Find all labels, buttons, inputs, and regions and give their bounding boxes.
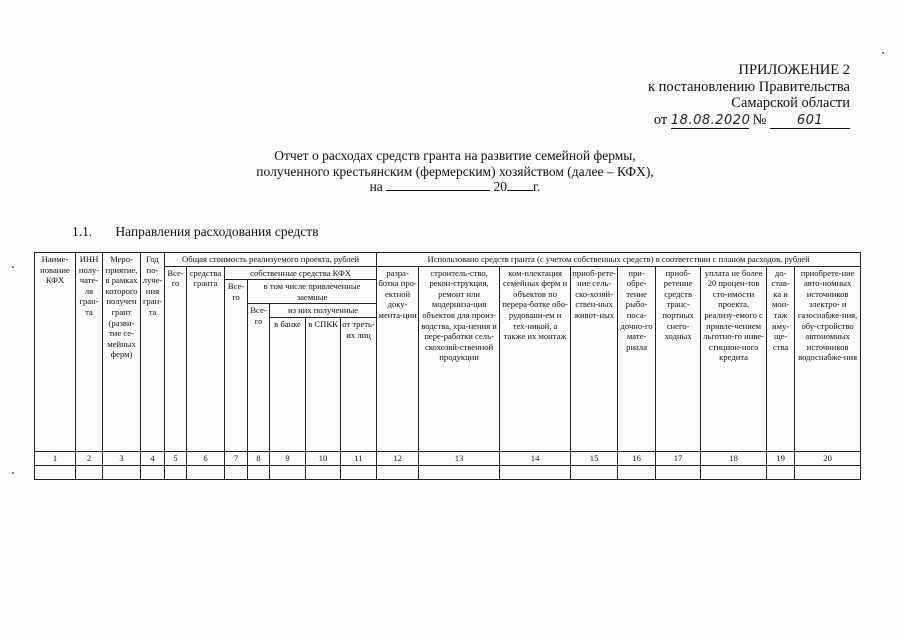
header-name-kfh: Наиме-нование КФХ [35, 253, 76, 452]
handwritten-number: 601 [770, 114, 850, 129]
col-number: 12 [377, 451, 419, 465]
scan-speck [882, 52, 884, 54]
table-cell [187, 465, 225, 479]
col-number: 6 [187, 451, 225, 465]
header-own-funds: собственные средства КФХ [225, 266, 377, 280]
scan-speck [12, 472, 14, 474]
table-cell [35, 465, 76, 479]
from-label: от [653, 111, 668, 128]
table-cell [248, 465, 270, 479]
header-col-18: уплата не более 20 процен-тов сто-имости проекта, реализу-емого с привле-чением льготно-го инве-стицион-ного кредита [701, 266, 767, 451]
col-number: 2 [76, 451, 103, 465]
appendix-line-1: к постановлению Правительства [648, 78, 850, 95]
header-year: Год по-луче-ния гран-та [141, 253, 165, 452]
col-number: 18 [701, 451, 767, 465]
table-cell [656, 465, 701, 479]
header-inn: ИНН полу-чате-ля гран-та [76, 253, 103, 452]
table-cell [76, 465, 103, 479]
section-title: Направления расходования средств [115, 224, 319, 239]
header-of-which-received: из них полученные [270, 304, 377, 318]
report-date-line [225, 179, 685, 195]
year-blank [507, 179, 533, 191]
date-blank [386, 179, 490, 191]
year-suffix: г. [533, 179, 541, 194]
year-prefix: 20 [493, 179, 508, 194]
header-incl-borrowed: в том числе привлеченные заемные [248, 280, 377, 304]
report-title [225, 148, 685, 195]
column-number-row [35, 451, 861, 465]
table-cell [419, 465, 500, 479]
col-number: 8 [248, 451, 270, 465]
table-row [35, 465, 861, 479]
table-cell [225, 465, 248, 479]
scan-speck [12, 266, 14, 268]
section-number: 1.1. [72, 224, 93, 239]
col-number: 9 [270, 451, 306, 465]
appendix-header [620, 62, 850, 129]
header-measure: Меро-приятие, в рамках которого получен грант (разви-тие се-мейных ферм) [103, 253, 141, 452]
col-number: 16 [618, 451, 656, 465]
on-label: на [369, 179, 383, 194]
table-cell [341, 465, 377, 479]
table-cell [795, 465, 861, 479]
table-cell [767, 465, 795, 479]
table-cell [377, 465, 419, 479]
number-label: № [752, 111, 767, 128]
header-col-17: приоб-ретение средств транс-портных снего-ходных [656, 266, 701, 451]
appendix-line-2: Самарской области [731, 95, 850, 111]
header-col-16: при-обре-тение рыбо-поса-дочно-го мате-риала [618, 266, 656, 451]
col-number: 3 [103, 451, 141, 465]
header-col-19: до-став-ка и мон-таж иму-ще-ства [767, 266, 795, 451]
table-cell [618, 465, 656, 479]
header-own-total: Все-го [225, 280, 248, 452]
col-number: 17 [656, 451, 701, 465]
col-number: 15 [571, 451, 618, 465]
header-in-bank: в банке [270, 317, 306, 451]
col-number: 4 [141, 451, 165, 465]
table-cell [306, 465, 341, 479]
header-col-14: ком-плектация семейных ферм и объектов по перера-ботке обо-рудовани-ем и тех-никой, а также их монтаж [500, 266, 571, 451]
header-grant-used: Использовано средств гранта (с учетом собственных средств) в соответствии с планом расходов, рублей [377, 253, 861, 267]
col-number: 1 [35, 451, 76, 465]
appendix-date-number [620, 112, 850, 129]
handwritten-date: 18.08.2020 [670, 112, 751, 128]
header-col-20: приобрете-ние авто-номных источников электро- и газоснабже-ния, обу-стройство автономных источников водоснабже-ния [795, 266, 861, 451]
col-number: 5 [165, 451, 187, 465]
col-number: 11 [341, 451, 377, 465]
col-number: 14 [500, 451, 571, 465]
section-heading [72, 224, 319, 240]
header-in-spkk: в СПКК [306, 317, 341, 451]
table-cell [165, 465, 187, 479]
table-cell [701, 465, 767, 479]
table-cell [141, 465, 165, 479]
col-number: 7 [225, 451, 248, 465]
header-total: Все-го [165, 266, 187, 451]
table-cell [103, 465, 141, 479]
report-title-line-1: Отчет о расходах средств гранта на развитие семейной фермы, [274, 148, 636, 163]
table-cell [571, 465, 618, 479]
table-cell [270, 465, 306, 479]
header-borrowed-total: Все-го [248, 304, 270, 452]
col-number: 10 [306, 451, 341, 465]
header-col-15: приоб-рете-ние сель-ско-хозяй-ствен-ных живот-ных [571, 266, 618, 451]
header-total-project-cost: Общая стоимость реализуемого проекта, рублей [165, 253, 377, 267]
col-number: 20 [795, 451, 861, 465]
col-number: 13 [419, 451, 500, 465]
expenses-table [34, 252, 861, 480]
table-cell [500, 465, 571, 479]
header-grant-funds: средства гранта [187, 266, 225, 451]
report-title-line-2: полученного крестьянским (фермерским) хозяйством (далее – КФХ), [256, 163, 654, 179]
header-col-13: строитель-ство, рекон-струкция, ремонт или модерниза-ция объектов для произ-водства, хра-нения и пере-работки сель-скохозяй-ственной продукции [419, 266, 500, 451]
header-col-12: разра-ботка про-ектной доку-мента-ции [377, 266, 419, 451]
appendix-title: ПРИЛОЖЕНИЕ 2 [738, 62, 850, 78]
col-number: 19 [767, 451, 795, 465]
header-from-third: от треть-их лиц [341, 317, 377, 451]
